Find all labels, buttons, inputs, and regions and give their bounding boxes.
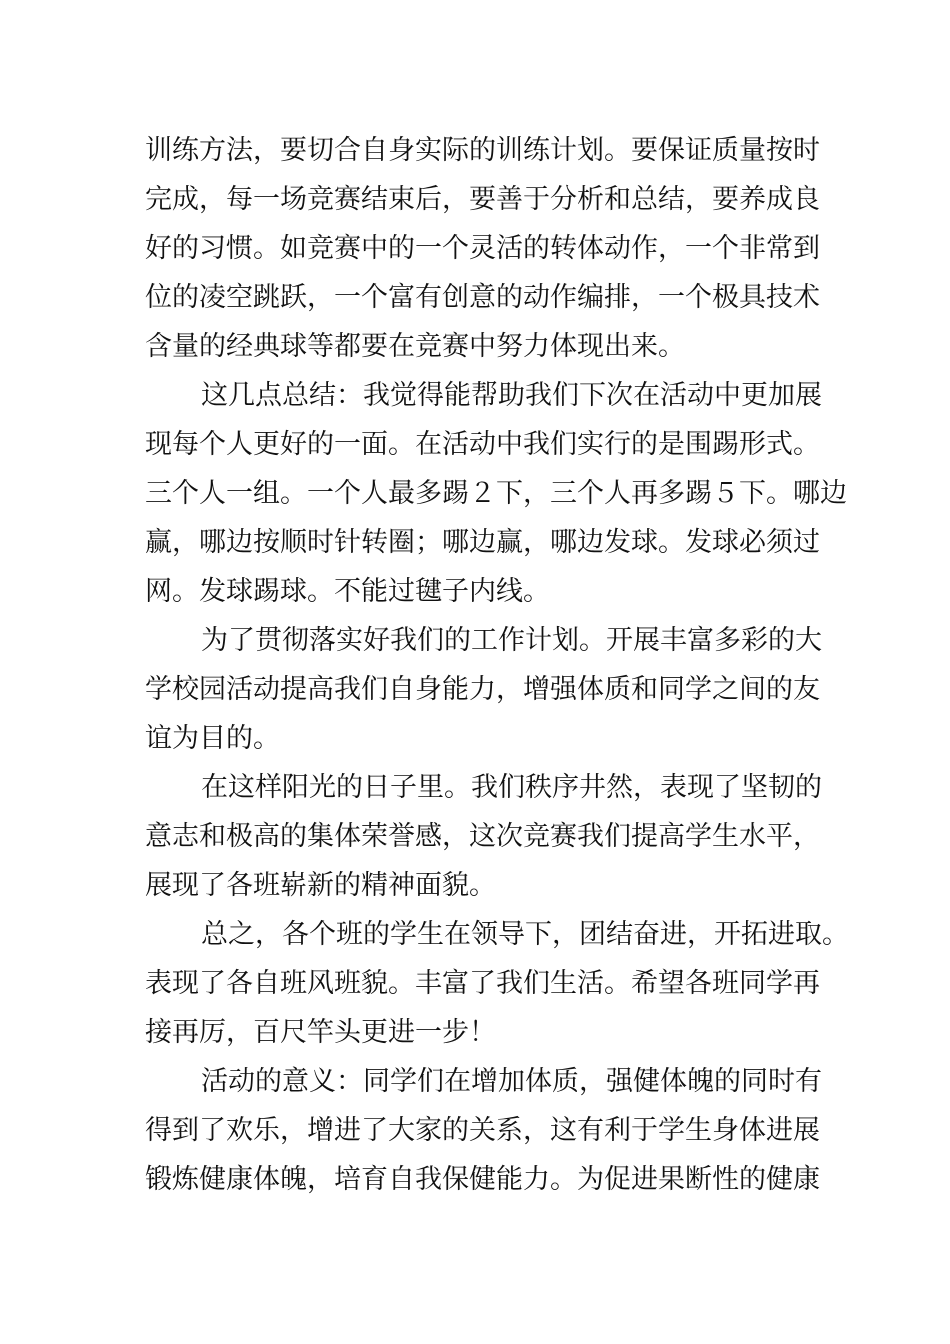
paragraph-first-line: 在这样阳光的日子里。我们秩序井然，表现了坚韧的: [201, 772, 822, 803]
text-line: 含量的经典球等都要在竞赛中努力体现出来。: [145, 331, 685, 362]
text-line: 位的凌空跳跃，一个富有创意的动作编排，一个极具技术: [145, 282, 820, 313]
document-body: [145, 126, 849, 1204]
text-line: 接再厉，百尺竿头更进一步！: [145, 1017, 496, 1048]
text-line: 谊为目的。: [145, 723, 280, 754]
text-line: 三个人一组。一个人最多踢２下，三个人再多踢５下。哪边: [145, 478, 847, 509]
paragraph-first-line: 总之，各个班的学生在领导下，团结奋进，开拓进取。: [201, 919, 849, 950]
text-line: 网。发球踢球。不能过毽子内线。: [145, 576, 550, 607]
text-line: 完成，每一场竞赛结束后，要善于分析和总结，要养成良: [145, 184, 820, 215]
text-line: 赢，哪边按顺时针转圈；哪边赢，哪边发球。发球必须过: [145, 527, 820, 558]
paragraph-first-line: 为了贯彻落实好我们的工作计划。开展丰富多彩的大: [201, 625, 822, 656]
text-line: 展现了各班崭新的精神面貌。: [145, 870, 496, 901]
text-line: 意志和极高的集体荣誉感，这次竞赛我们提高学生水平，: [145, 821, 820, 852]
paragraph-first-line: 这几点总结：我觉得能帮助我们下次在活动中更加展: [201, 380, 822, 411]
text-line: 表现了各自班风班貌。丰富了我们生活。希望各班同学再: [145, 968, 820, 999]
paragraph-first-line: 活动的意义：同学们在增加体质，强健体魄的同时有: [201, 1066, 822, 1097]
text-line: 学校园活动提高我们自身能力，增强体质和同学之间的友: [145, 674, 820, 705]
text-line: 训练方法，要切合自身实际的训练计划。要保证质量按时: [145, 135, 820, 166]
text-line: 现每个人更好的一面。在活动中我们实行的是围踢形式。: [145, 429, 820, 460]
text-line: 得到了欢乐，增进了大家的关系，这有利于学生身体进展: [145, 1115, 820, 1146]
text-line: 锻炼健康体魄，培育自我保健能力。为促进果断性的健康: [145, 1164, 820, 1195]
text-line: 好的习惯。如竞赛中的一个灵活的转体动作，一个非常到: [145, 233, 820, 264]
